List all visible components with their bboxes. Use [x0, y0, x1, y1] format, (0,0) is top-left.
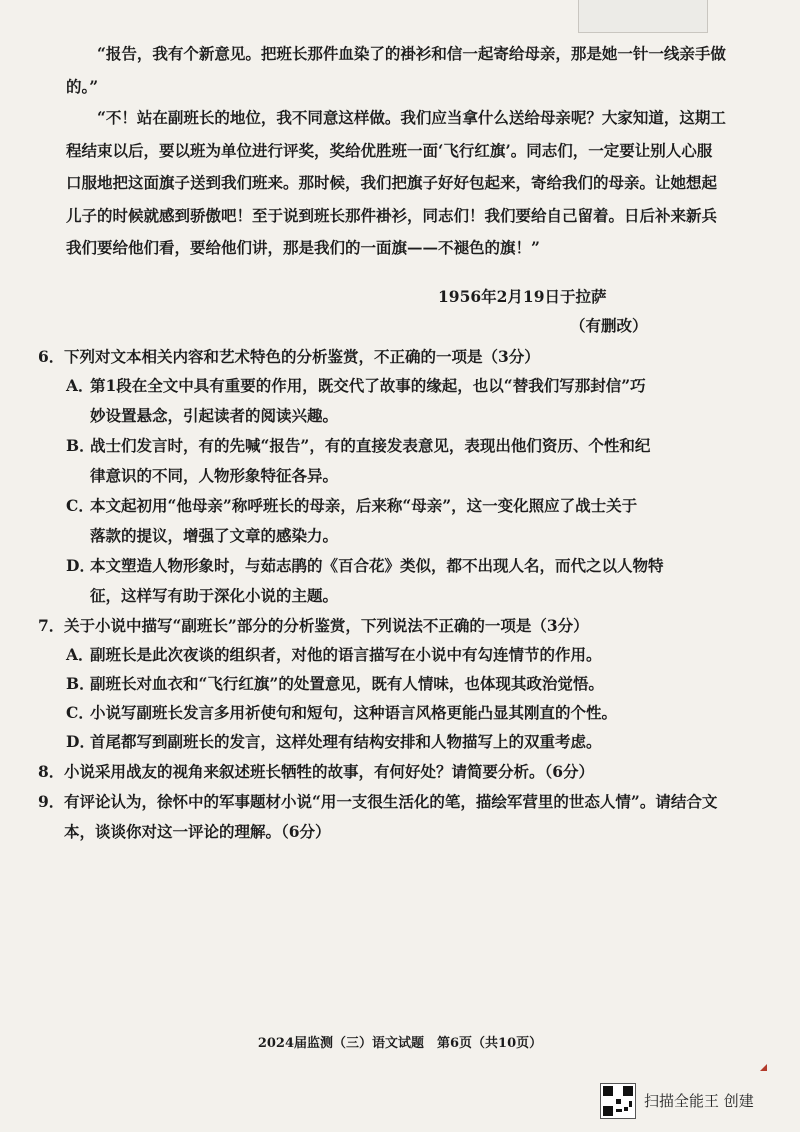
question-number: 9．	[38, 792, 65, 811]
question-text: 小说采用战友的视角来叙述班长牺牲的故事，有何好处？请简要分析。（6分）	[64, 762, 595, 781]
question-7-option-d	[66, 727, 730, 757]
corner-stamp	[578, 0, 708, 33]
option-text: 小说写副班长发言多用祈使句和短句，这种语言风格更能凸显其刚直的个性。	[90, 703, 618, 722]
option-letter: A．	[66, 376, 94, 395]
option-text: 副班长是此次夜谈的组织者，对他的语言描写在小说中有勾连情节的作用。	[90, 645, 602, 664]
option-letter: D．	[66, 732, 95, 751]
page-footer: 2024届监测（三）语文试题 第6页（共10页）	[257, 1036, 543, 1051]
option-letter: C．	[66, 703, 94, 722]
option-letter: C．	[66, 496, 94, 515]
option-letter: B．	[66, 436, 95, 455]
question-text: 关于小说中描写“副班长”部分的分析鉴赏，下列说法不正确的一项是（3分）	[64, 616, 589, 635]
question-7-option-c	[66, 698, 730, 728]
question-7-option-a	[66, 640, 730, 670]
option-text-cont: 征，这样写有助于深化小说的主题。	[90, 586, 339, 605]
option-text: 第1段在全文中具有重要的作用，既交代了故事的缘起，也以“替我们写那封信”巧	[90, 376, 646, 395]
option-text: 本文起初用“他母亲”称呼班长的母亲，后来称“母亲”，这一变化照应了战士关于	[90, 496, 638, 515]
question-7-option-b	[66, 669, 730, 699]
question-6-option-c	[66, 491, 730, 551]
option-text-cont: 落款的提议，增强了文章的感染力。	[90, 526, 339, 545]
option-text-cont: 妙设置悬念，引起读者的阅读兴趣。	[90, 406, 339, 425]
option-text: 战士们发言时，有的先喊“报告”，有的直接发表意见，表现出他们资历、个性和纪	[90, 436, 651, 455]
passage-note: （有删改）	[570, 316, 648, 335]
passage-date: 1956年2月19日于拉萨	[438, 287, 607, 306]
question-number: 6．	[38, 347, 65, 366]
option-text-cont: 律意识的不同，人物形象特征各异。	[90, 466, 339, 485]
question-9	[38, 787, 732, 847]
option-letter: A．	[66, 645, 94, 664]
question-6-option-b	[66, 431, 730, 491]
question-text: 下列对文本相关内容和艺术特色的分析鉴赏，不正确的一项是（3分）	[64, 347, 540, 366]
question-7	[38, 611, 738, 641]
passage-paragraph-1: “报告，我有个新意见。把班长那件血染了的褂衫和信一起寄给母亲，那是她一针一线亲手做的。”	[66, 44, 726, 96]
passage-paragraph-2: “不！站在副班长的地位，我不同意这样做。我们应当拿什么送给母亲呢？大家知道，这期工程结束以后，要以班为单位进行评奖，奖给优胜班一面‘飞行红旗’。同志们，一定要让别人心服口服地把这面旗子送到我们班来。那时候，我们把旗子好好包起来，寄给我们的母亲。让她想起儿子的时候就感到骄傲吧！至于说到班长那件褂衫，同志们！我们要给自己留着。日后补来新兵我们要给他们看，要给他们讲，那是我们的一面旗——不褪色的旗！”	[66, 108, 726, 257]
question-number: 7．	[38, 616, 65, 635]
question-6-option-d	[66, 551, 730, 611]
question-6	[38, 342, 738, 372]
option-text: 本文塑造人物形象时，与茹志鹃的《百合花》类似，都不出现人名，而代之以人物特	[90, 556, 664, 575]
option-text: 首尾都写到副班长的发言，这样处理有结构安排和人物描写上的双重考虑。	[90, 732, 602, 751]
question-number: 8．	[38, 762, 65, 781]
qr-code-icon	[600, 1083, 636, 1119]
question-8	[38, 757, 738, 787]
option-letter: D．	[66, 556, 95, 575]
corner-mark	[760, 1064, 767, 1071]
question-text: 有评论认为，徐怀中的军事题材小说“用一支很生活化的笔，描绘军营里的世态人情”。请结合文本，谈谈你对这一评论的理解。（6分）	[64, 792, 718, 841]
question-6-option-a	[66, 371, 730, 431]
option-letter: B．	[66, 674, 95, 693]
option-text: 副班长对血衣和“飞行红旗”的处置意见，既有人情味，也体现其政治觉悟。	[90, 674, 604, 693]
scanner-watermark: 扫描全能王 创建	[644, 1092, 754, 1110]
